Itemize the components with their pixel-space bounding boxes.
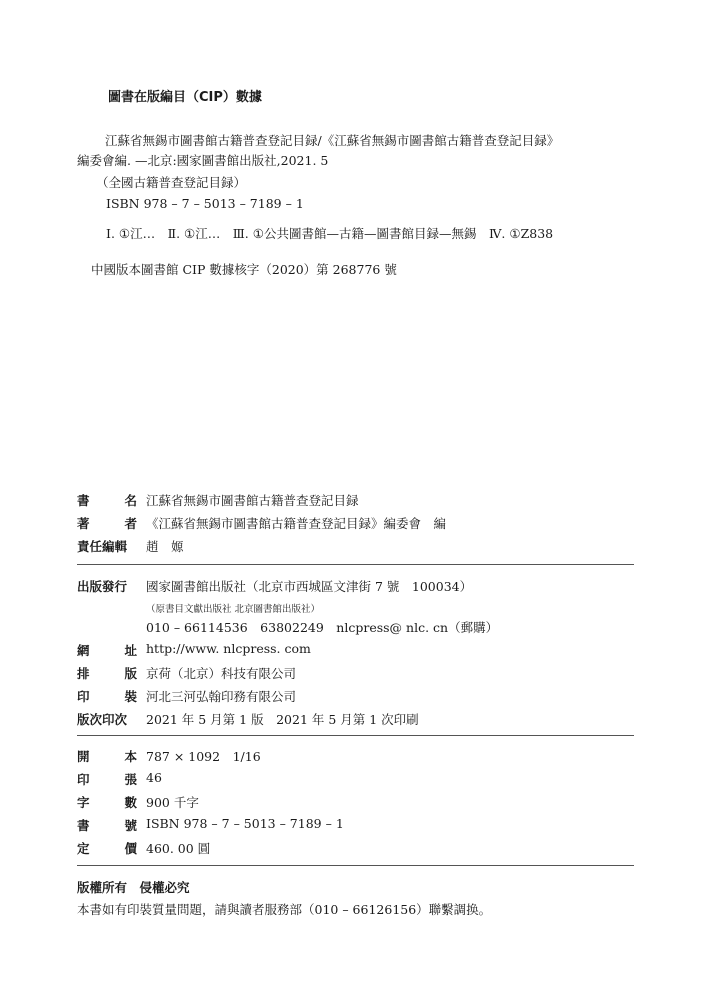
info-value: 900 千字 <box>146 795 199 810</box>
info-label: 出版發行 <box>77 579 128 594</box>
info-value: 國家圖書館出版社（北京市西城區文津街 7 號 100034） <box>146 579 473 594</box>
info-value: 京荷（北京）科技有限公司 <box>146 666 297 681</box>
cip-title: 圖書在版編目（CIP）數據 <box>108 90 262 105</box>
info-value: 010 – 66114536 63802249 nlcpress@ nlc. cn（郵購） <box>146 620 499 635</box>
divider <box>77 564 634 565</box>
info-label: 書 號 <box>77 818 137 833</box>
info-label: 定 價 <box>77 841 137 856</box>
divider <box>77 865 634 866</box>
info-label: 開 本 <box>77 749 137 764</box>
info-label: 版次印次 <box>77 712 128 727</box>
info-value: 趙 嫄 <box>146 539 184 554</box>
info-label: 網 址 <box>77 643 137 658</box>
cip-number: 中國版本圖書館 CIP 數據核字（2020）第 268776 號 <box>91 262 397 277</box>
info-label: 書 名 <box>77 493 137 508</box>
info-value: ISBN 978 – 7 – 5013 – 7189 – 1 <box>146 816 344 831</box>
cip-entry-line1: 江蘇省無錫市圖書館古籍普查登記目録/《江蘇省無錫市圖書館古籍普查登記目録》 <box>105 133 560 148</box>
cip-series: （全國古籍普查登記目録） <box>96 175 247 190</box>
cip-entry-line2: 編委會編. —北京:國家圖書館出版社,2021. 5 <box>77 153 329 168</box>
cip-isbn: ISBN 978 – 7 – 5013 – 7189 – 1 <box>106 196 304 211</box>
cip-classification: Ⅰ. ①江… Ⅱ. ①江… Ⅲ. ①公共圖書館—古籍—圖書館目録—無錫 Ⅳ. ①Z838 <box>106 226 554 241</box>
rights-notice: 本書如有印裝質量問題，請與讀者服務部（010 – 66126156）聯繫調换。 <box>77 902 492 917</box>
info-label: 排 版 <box>77 666 137 681</box>
info-value: http://www. nlcpress. com <box>146 641 311 656</box>
info-label: 字 數 <box>77 795 137 810</box>
info-value: 460. 00 圓 <box>146 841 211 856</box>
info-label: 印 裝 <box>77 689 137 704</box>
info-value: 2021 年 5 月第 1 版 2021 年 5 月第 1 次印刷 <box>146 712 419 727</box>
rights-title: 版權所有 侵權必究 <box>77 880 190 895</box>
info-value: 江蘇省無錫市圖書館古籍普查登記目録 <box>146 493 359 508</box>
info-value: 河北三河弘翰印務有限公司 <box>146 689 297 704</box>
divider <box>77 735 634 736</box>
info-value: 46 <box>146 770 162 785</box>
info-label: 責任編輯 <box>77 539 128 554</box>
info-label: 印 張 <box>77 772 137 787</box>
info-value: 《江蘇省無錫市圖書館古籍普查登記目録》編委會 編 <box>146 516 447 531</box>
publisher-former-names: （原書目文獻出版社 北京圖書館出版社） <box>146 604 321 615</box>
info-value: 787 × 1092 1/16 <box>146 749 261 764</box>
info-label: 著 者 <box>77 516 137 531</box>
